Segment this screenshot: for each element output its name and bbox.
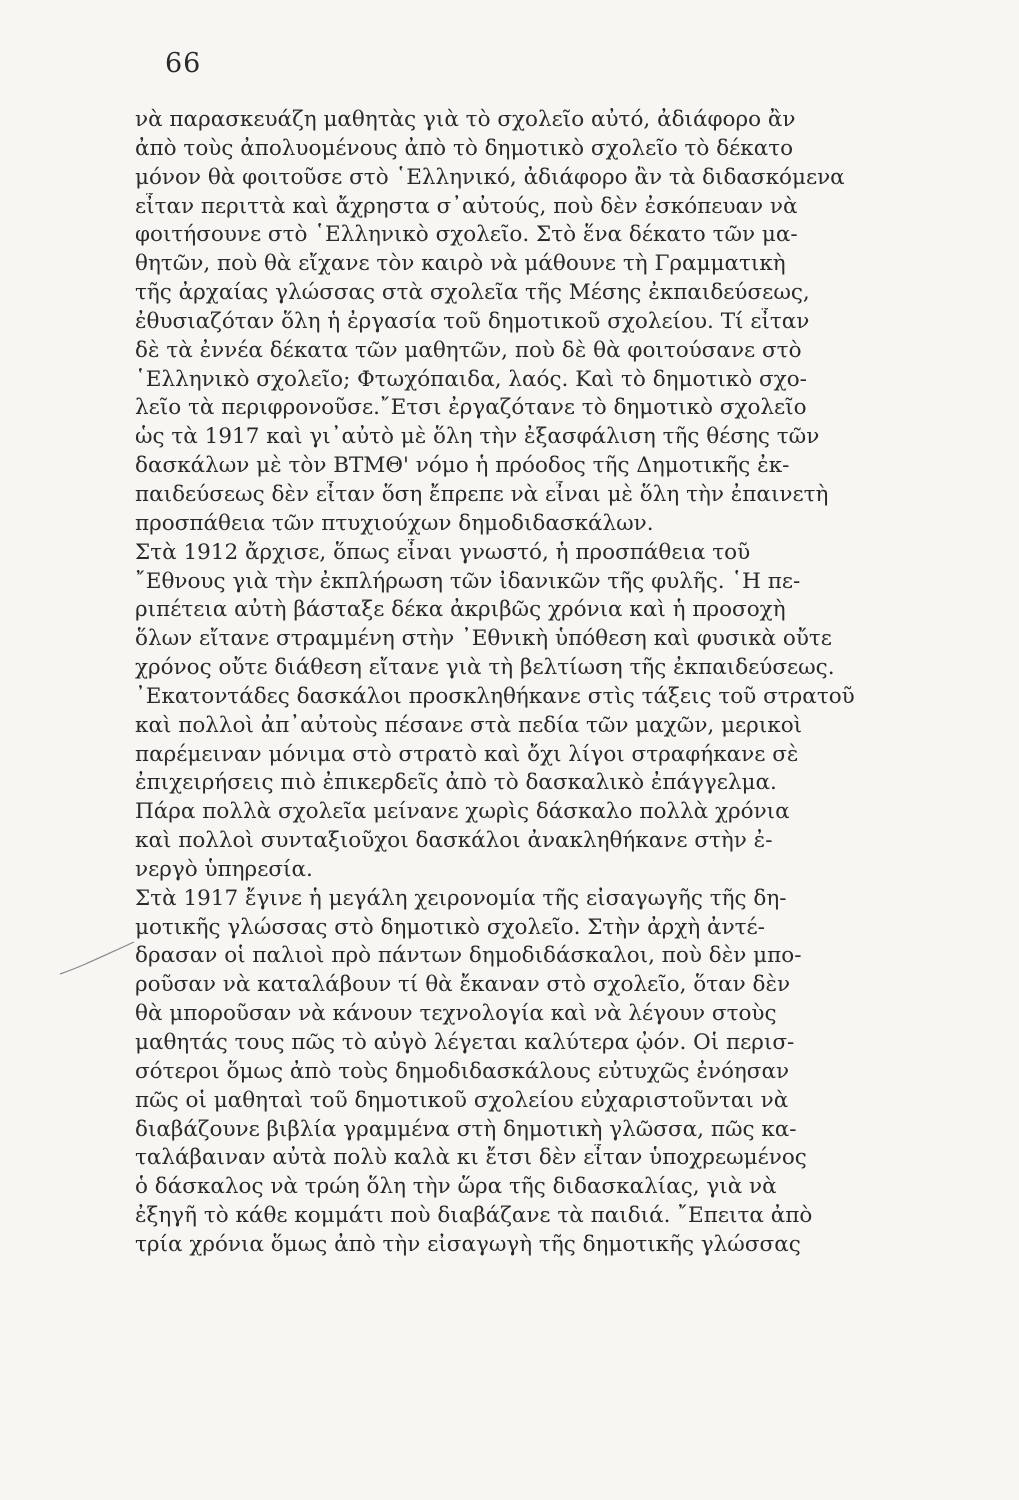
text-line: ῾Ελληνικὸ σχολεῖο; Φτωχόπαιδα, λαός. Καὶ τὸ δημοτικὸ σχο- [135,366,807,392]
text-line: ῎Εθνους γιὰ τὴν ἐκπλήρωση τῶν ἰδανικῶν τῆς φυλῆς. ῾Η πε- [135,568,801,594]
text-line: δὲ τὰ ἐννέα δέκατα τῶν μαθητῶν, ποὺ δὲ θὰ φοιτούσανε στὸ [135,337,802,363]
text-line: τῆς ἀρχαίας γλώσσας στὰ σχολεῖα τῆς Μέσης ἐκπαιδεύσεως, [135,280,810,306]
body-text [135,106,965,1260]
text-line: θὰ μποροῦσαν νὰ κάνουν τεχνολογία καὶ νὰ λέγουν στοὺς [135,1001,777,1027]
text-line: εἶταν περιττὰ καὶ ἄχρηστα σ᾽αὐτούς, ποὺ δὲν ἐσκόπευαν νὰ [135,193,798,219]
text-line: μόνον θὰ φοιτοῦσε στὸ ῾Ελληνικό, ἀδιάφορο ἂν τὰ διδασκόμενα [135,164,845,190]
text-line: προσπάθεια τῶν πτυχιούχων δημοδιδασκάλων. [135,510,654,536]
text-line: μαθητάς τους πῶς τὸ αὐγὸ λέγεται καλύτερα ᾠόν. Οἱ περισ- [135,1030,795,1055]
text-line: καὶ πολλοὶ ἀπ᾽αὐτοὺς πέσανε στὰ πεδία τῶν μαχῶν, μερικοὶ [135,712,803,738]
text-line: ἐθυσιαζόταν ὅλη ἡ ἐργασία τοῦ δημοτικοῦ σχολείου. Τί εἶταν [135,308,810,334]
page-number: 66 [165,48,202,79]
text-line: παιδεύσεως δὲν εἶταν ὅση ἔπρεπε νὰ εἶναι μὲ ὅλη τὴν ἐπαινετὴ [135,481,829,507]
text-line: νεργὸ ὑπηρεσία. [135,856,313,882]
text-line: ὅλων εἴτανε στραμμένη στὴν ᾿Εθνικὴ ὑπόθεση καὶ φυσικὰ οὔτε [135,626,832,652]
text-line: ροῦσαν νὰ καταλάβουν τί θὰ ἔκαναν στὸ σχολεῖο, ὅταν δὲν [135,972,791,998]
text-line: δρασαν οἱ παλιοὶ πρὸ πάντων δημοδιδάσκαλοι, ποὺ δὲν μπο- [135,943,802,969]
text-line: παρέμειναν μόνιμα στὸ στρατὸ καὶ ὄχι λίγοι στραφήκανε σὲ [135,741,799,767]
text-line: καὶ πολλοὶ συνταξιοῦχοι δασκάλοι ἀνακληθήκανε στὴν ἐ- [135,828,773,854]
text-line: φοιτήσουνε στὸ ῾Ελληνικὸ σχολεῖο. Στὸ ἕνα δέκατο τῶν μα- [135,222,798,248]
text-line: νὰ παρασκευάζη μαθητὰς γιὰ τὸ σχολεῖο αὐτό, ἀδιάφορο ἂν [135,107,796,132]
text-line: διαβάζουνε βιβλία γραμμένα στὴ δημοτικὴ γλῶσσα, πῶς κα- [135,1116,797,1142]
text-line: δασκάλων μὲ τὸν ΒΤΜΘ' νόμο ἡ πρόοδος τῆς Δημοτικῆς ἐκ- [135,453,790,479]
text-line: θητῶν, ποὺ θὰ εἴχανε τὸν καιρὸ νὰ μάθουνε τὴ Γραμματικὴ [135,251,786,277]
text-line: τρία χρόνια ὅμως ἀπὸ τὴν εἰσαγωγὴ τῆς δημοτικῆς γλώσσας [135,1231,801,1257]
text-line: ταλάβαιναν αὐτὰ πολὺ καλὰ κι ἔτσι δὲν εἶταν ὑποχρεωμένος [135,1145,807,1171]
text-line: Πάρα πολλὰ σχολεῖα μείνανε χωρὶς δάσκαλο πολλὰ χρόνια [135,799,790,825]
margin-pencil-mark [58,938,138,978]
text-line: μοτικῆς γλώσσας στὸ δημοτικὸ σχολεῖο. Στὴν ἀρχὴ ἀντέ- [135,914,765,940]
text-line: Στὰ 1912 ἄρχισε, ὅπως εἶναι γνωστό, ἡ προσπάθεια τοῦ [135,539,751,565]
text-line: ἐπιχειρήσεις πιὸ ἐπικερδεῖς ἀπὸ τὸ δασκαλικὸ ἐπάγγελμα. [135,770,777,796]
text-line: ἀπὸ τοὺς ἀπολυομένους ἀπὸ τὸ δημοτικὸ σχολεῖο τὸ δέκατο [135,135,794,161]
text-line: λεῖο τὰ περιφρονοῦσε.῎Ετσι ἐργαζότανε τὸ δημοτικὸ σχολεῖο [135,395,807,421]
text-line: Στὰ 1917 ἔγινε ἡ μεγάλη χειρονομία τῆς εἰσαγωγῆς τῆς δη- [135,885,787,911]
text-line: ἐξηγῆ τὸ κάθε κομμάτι ποὺ διαβάζανε τὰ παιδιά. ῎Επειτα ἀπὸ [135,1203,813,1229]
text-line: ριπέτεια αὐτὴ βάσταξε δέκα ἀκριβῶς χρόνια καὶ ἡ προσοχὴ [135,597,786,623]
text-line: πῶς οἱ μαθηταὶ τοῦ δημοτικοῦ σχολείου εὐχαριστοῦνται νὰ [135,1087,789,1113]
text-line: ᾿Εκατοντάδες δασκάλοι προσκληθήκανε στὶς τάξεις τοῦ στρατοῦ [135,683,855,709]
text-line: σότεροι ὅμως ἀπὸ τοὺς δημοδιδασκάλους εὐτυχῶς ἐνόησαν [135,1058,790,1084]
text-line: ὁ δάσκαλος νὰ τρώη ὅλη τὴν ὥρα τῆς διδασκαλίας, γιὰ νὰ [135,1174,777,1200]
text-line: χρόνος οὔτε διάθεση εἴτανε γιὰ τὴ βελτίωση τῆς ἐκπαιδεύσεως. [135,655,835,681]
text-line: ὡς τὰ 1917 καὶ γι᾽αὐτὸ μὲ ὅλη τὴν ἐξασφάλιση τῆς θέσης τῶν [135,424,820,450]
